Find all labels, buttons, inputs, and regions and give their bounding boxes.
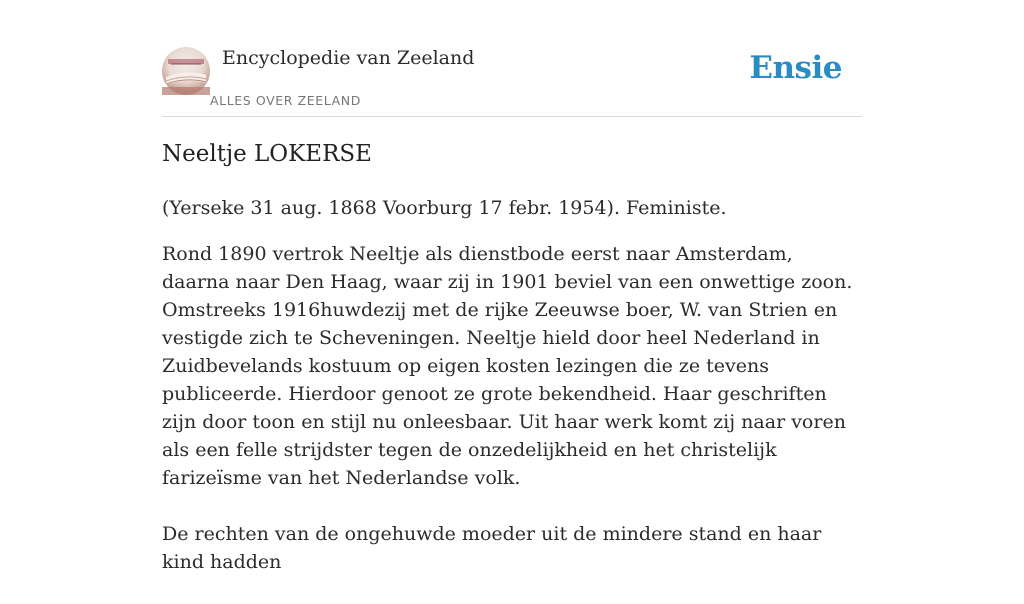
article (162, 138, 862, 604)
article-paragraph: De rechten van de ongehuwde moeder uit de mindere stand en haar kind hadden (162, 523, 822, 573)
site-title[interactable]: Encyclopedie van Zeeland (222, 47, 475, 69)
site-avatar[interactable] (162, 47, 210, 95)
brand-logo[interactable]: Ensie (749, 50, 842, 86)
site-tagline: ALLES OVER ZEELAND (210, 93, 361, 108)
book-stack-icon (162, 47, 210, 95)
article-title: Neeltje LOKERSE (162, 141, 372, 167)
article-lead: (Yerseke 31 aug. 1868 Voorburg 17 febr. 1954). Feministe. (162, 197, 727, 219)
site-header (162, 44, 862, 117)
article-paragraph: Rond 1890 vertrok Neeltje als dienstbode eerst naar Amsterdam, daarna naar Den Haag, waar zij in 1901 beviel van een onwettige zoon. Omstreeks 1916huwdezij met de rijke Zeeuwse boer, W. van Strien en vestigde zich te Scheveningen. Neeltje hield door heel Nederland in Zuidbevelands kostuum op eigen kosten lezingen die ze tevens publiceerde. Hierdoor genoot ze grote bekendheid. Haar geschriften zijn door toon en stijl nu onleesbaar. Uit haar werk komt zij naar voren als een felle strijdster tegen de onzedelijkheid en het christelijk farizeïsme van het Nederlandse volk. (162, 243, 853, 489)
